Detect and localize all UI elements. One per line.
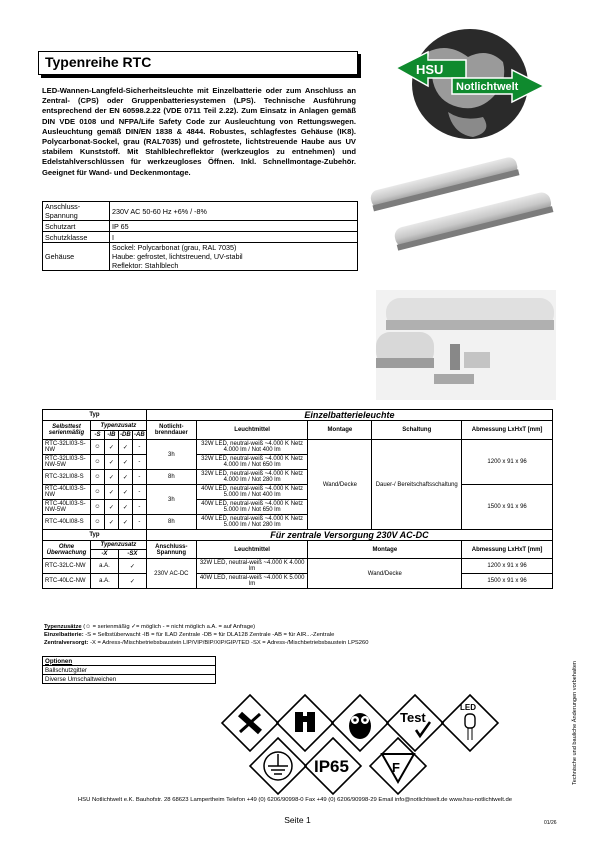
- sub-col-db: -DB: [120, 432, 131, 438]
- table-row: [43, 574, 553, 589]
- cell-abmessung: 1200 x 91 x 96: [462, 440, 553, 485]
- spec-row: [43, 202, 358, 221]
- col-header-abmessung: Abmessung LxHxT [mm]: [462, 421, 553, 440]
- sub-col-ab: -AB: [134, 432, 145, 438]
- legend-text: -X = Adress-/Mischbetriebsbaustein LIP/VIP/BIP/XIP/GIP/TED -SX = Adress-/Mischbetriebsbaustein LPS260: [90, 639, 369, 646]
- spec-value: I: [110, 232, 358, 243]
- product-photo-bottom: [376, 290, 556, 400]
- spec-row: [43, 243, 358, 271]
- cell-db: ✓: [118, 470, 132, 485]
- owl-icon: [349, 713, 371, 739]
- cell-brenndauer: 8h: [146, 515, 196, 530]
- cell-db: ✓: [118, 500, 132, 515]
- hazard-x-icon: [240, 714, 260, 732]
- svg-text:Test: Test: [400, 710, 426, 725]
- options-title: Optionen: [43, 657, 216, 666]
- cell-leuchtmittel: 40W LED, neutral-weiß ~4.000 K Netz 5.000 lm / Not 400 lm: [196, 485, 308, 500]
- cell-s: ☺: [90, 515, 104, 530]
- sub-col-ib: -IB: [104, 431, 118, 440]
- cell-brenndauer: 3h: [146, 440, 196, 470]
- cell-leuchtmittel: 32W LED, neutral-weiß ~4.000 K Netz 4.000 lm / Not 650 lm: [196, 455, 308, 470]
- cell-type: RTC-32LI03-S-NW-5W: [43, 455, 91, 470]
- cell-ab: -: [132, 515, 146, 530]
- product-description: LED-Wannen-Langfeld-Sicherheitsleuchte mit Einzelbatterie oder zum Anschluss an Zentral- (CPS) oder Gruppenbatteriesystemen (LPS). Technische Ausführung entsprechend der EN 60598.2.22 (VDE 0711 Teil 2.22). Zum Einsatz in Anlagen gemäß DIN VDE 0108 und NFPA/Life Safety Code zur Ausleuchtung von Rettungswegen. Ausleuchtung gemäß DIN/EN 1838 & 4844. Robustes, schlagfestes Gehäuse (IK8). Polycarbonat-Sockel, grau (RAL7035) und gefrostete, lichtstreuende Haube aus UV stabilem Kunststoff. Mit Stahlblechreflektor (werkzeuglos zu entnehmen) und Edelstahlverschlüssen für werkzeugloses Öffnen. Inkl. Schnellmontage-Zubehör. Geeignet für Wand- und Deckenmontage.: [42, 86, 356, 177]
- option-item: Ballschutzgitter: [43, 666, 216, 675]
- cell-leuchtmittel: 32W LED, neutral-weiß ~4.000 K Netz 4.000 lm / Not 400 lm: [196, 440, 308, 455]
- cell-type: RTC-32LI08-S: [43, 470, 91, 485]
- spec-key: Anschluss-Spannung: [43, 202, 110, 221]
- col-header-leuchtmittel: Leuchtmittel: [196, 421, 308, 440]
- spec-value: 230V AC 50-60 Hz +6% / -8%: [110, 202, 358, 221]
- cell-ib: ✓: [104, 455, 118, 470]
- cell-ib: ✓: [104, 440, 118, 455]
- sub-col-s: -S: [90, 431, 104, 440]
- document-code: 01/26: [544, 820, 557, 826]
- col-header-typ: Typ: [43, 410, 147, 421]
- cell-schaltung: Dauer-/ Bereitschaftsschaltung: [372, 440, 462, 530]
- led-icon: [460, 703, 476, 740]
- hsu-logo: [388, 22, 552, 142]
- cell-type: RTC-40LI08-S: [43, 515, 91, 530]
- cell-ib: ✓: [104, 515, 118, 530]
- col-header-ohne: Ohne Überwachung: [43, 541, 91, 559]
- options-table: [42, 656, 216, 684]
- spec-key: Gehäuse: [43, 243, 110, 271]
- f-mark-icon: [382, 754, 414, 782]
- legend-label: Zentralversorgt:: [44, 639, 89, 646]
- table-row: [43, 559, 553, 574]
- spec-value: IP 65: [110, 221, 358, 232]
- cell-s: ☺: [90, 500, 104, 515]
- spec-value-line: Reflektor: Stahlblech: [112, 261, 179, 270]
- col-header-anschluss: Anschluss-Spannung: [146, 541, 196, 559]
- binoculars-icon: [295, 712, 315, 732]
- cell-type: RTC-32LC-NW: [43, 559, 91, 574]
- cell-x: a.A.: [90, 574, 118, 589]
- cell-leuchtmittel: 40W LED, neutral-weiß ~4.000 K Netz 5.000 lm / Not 280 lm: [196, 515, 308, 530]
- cell-ib: ✓: [104, 500, 118, 515]
- col-header-typenzusatz-2: Typenzusatz: [90, 541, 146, 550]
- cell-ib: ✓: [104, 485, 118, 500]
- cell-sx: ✓: [118, 559, 146, 574]
- cell-db: ✓: [118, 455, 132, 470]
- svg-text:F: F: [392, 760, 400, 775]
- cell-type: RTC-40LC-NW: [43, 574, 91, 589]
- col-header-typ-2: Typ: [43, 530, 147, 541]
- cell-s: ☺: [90, 470, 104, 485]
- cell-leuchtmittel: 40W LED, neutral-weiß ~4.000 K Netz 5.000 lm / Not 650 lm: [196, 500, 308, 515]
- cell-db: ✓: [118, 515, 132, 530]
- page-title: Typenreihe RTC: [45, 54, 152, 70]
- cell-leuchtmittel: 32W LED, neutral-weiß ~4.000 K 4.000 lm: [196, 559, 308, 574]
- vertical-note: [570, 650, 580, 800]
- col-header-abmessung-2: Abmessung LxHxT [mm]: [462, 541, 553, 559]
- cell-abmessung: 1500 x 91 x 96: [462, 485, 553, 530]
- cell-ab: -: [132, 440, 146, 455]
- cell-abmessung: 1200 x 91 x 96: [462, 559, 553, 574]
- page-number: Seite 1: [284, 815, 311, 825]
- cell-s: ☺: [90, 455, 104, 470]
- col-header-leuchtmittel-2: Leuchtmittel: [196, 541, 308, 559]
- col-header-notlicht: Notlicht-brenndauer: [146, 421, 196, 440]
- cell-type: RTC-40LI03-S-NW: [43, 485, 91, 500]
- spec-row: [43, 221, 358, 232]
- cell-x: a.A.: [90, 559, 118, 574]
- cell-ab: -: [132, 455, 146, 470]
- cell-ab: -: [132, 470, 146, 485]
- legend-label: Einzelbatterie:: [44, 631, 84, 638]
- cell-leuchtmittel: 40W LED, neutral-weiß ~4.000 K 5.000 lm: [196, 574, 308, 589]
- logo-notlichtwelt-text: Notlichtwelt: [456, 81, 519, 93]
- section-title-zentral: Für zentrale Versorgung 230V AC-DC: [146, 530, 552, 541]
- cell-ib: ✓: [104, 470, 118, 485]
- spec-key: Schutzart: [43, 221, 110, 232]
- cell-db: ✓: [118, 440, 132, 455]
- section-title-einzelbatterie: Einzelbatterieleuchte: [146, 410, 552, 421]
- cell-brenndauer: 8h: [146, 470, 196, 485]
- ground-icon: [264, 752, 292, 780]
- svg-text:LED: LED: [460, 703, 476, 712]
- cell-type: RTC-32LI03-S-NW: [43, 440, 91, 455]
- footer: HSU Notlichtwelt e.K. Bauhofstr. 28 68623 Lampertheim Telefon +49 (0) 6206/90998-0 Fax +49 (0) 6206/90998-29 Email info@notlichtwelt.de www.hsu-notlichtwelt.de: [77, 797, 513, 803]
- spec-value-line: Sockel: Polycarbonat (grau, RAL 7035): [112, 243, 237, 252]
- cell-ab: -: [132, 485, 146, 500]
- col-header-typenzusatz: Typenzusatz: [90, 421, 146, 431]
- product-photo-top: [368, 150, 556, 268]
- sub-col-sx: -SX: [118, 550, 146, 559]
- cell-s: ☺: [90, 440, 104, 455]
- cell-montage: Wand/Decke: [308, 559, 462, 589]
- option-item: Diverse Umschaltweichen: [43, 675, 216, 684]
- spec-value: [110, 243, 358, 271]
- col-header-montage-2: Montage: [308, 541, 462, 559]
- cell-db: ✓: [118, 485, 132, 500]
- vertical-note-text: Technische und bauliche Änderungen vorbehalten: [572, 660, 578, 786]
- cell-s: ☺: [90, 485, 104, 500]
- col-header-schaltung: Schaltung: [372, 421, 462, 440]
- cell-montage: Wand/Decke: [308, 440, 372, 530]
- ip65-icon: [314, 757, 349, 776]
- legend-label: Typenzusätze: [44, 624, 82, 630]
- spec-value-line: Haube: gefrostet, lichtstreuend, UV-stabil: [112, 252, 243, 261]
- cell-anschluss: 230V AC-DC: [146, 559, 196, 589]
- test-icon: [400, 710, 430, 736]
- cell-brenndauer: 3h: [146, 485, 196, 515]
- product-table: [42, 409, 553, 589]
- sub-col-x: -X: [90, 550, 118, 559]
- legend: [44, 624, 554, 647]
- legend-text: -S = Selbstüberwacht -IB = für ILAD Zentrale -DB = für DLA128 Zentrale -AB = für AIR...-Zentrale: [85, 631, 335, 638]
- certification-icons: [220, 690, 540, 800]
- legend-text: (☺ = serienmäßig ✓= möglich - = nicht möglich a.A. = auf Anfrage): [83, 624, 256, 630]
- svg-text:IP65: IP65: [314, 757, 349, 776]
- col-header-montage: Montage: [308, 421, 372, 440]
- cell-ab: -: [132, 500, 146, 515]
- table-row: [43, 485, 553, 500]
- cell-type: RTC-40LI03-S-NW-5W: [43, 500, 91, 515]
- logo-hsu-text: HSU: [416, 62, 444, 77]
- spec-table: [42, 201, 358, 271]
- title-box: [38, 51, 358, 75]
- spec-row: [43, 232, 358, 243]
- col-header-selbsttest: Selbsttest serienmäßig: [43, 421, 91, 440]
- cell-sx: ✓: [118, 574, 146, 589]
- table-row: [43, 440, 553, 455]
- cell-leuchtmittel: 32W LED, neutral-weiß ~4.000 K Netz 4.000 lm / Not 280 lm: [196, 470, 308, 485]
- spec-key: Schutzklasse: [43, 232, 110, 243]
- cell-abmessung: 1500 x 91 x 96: [462, 574, 553, 589]
